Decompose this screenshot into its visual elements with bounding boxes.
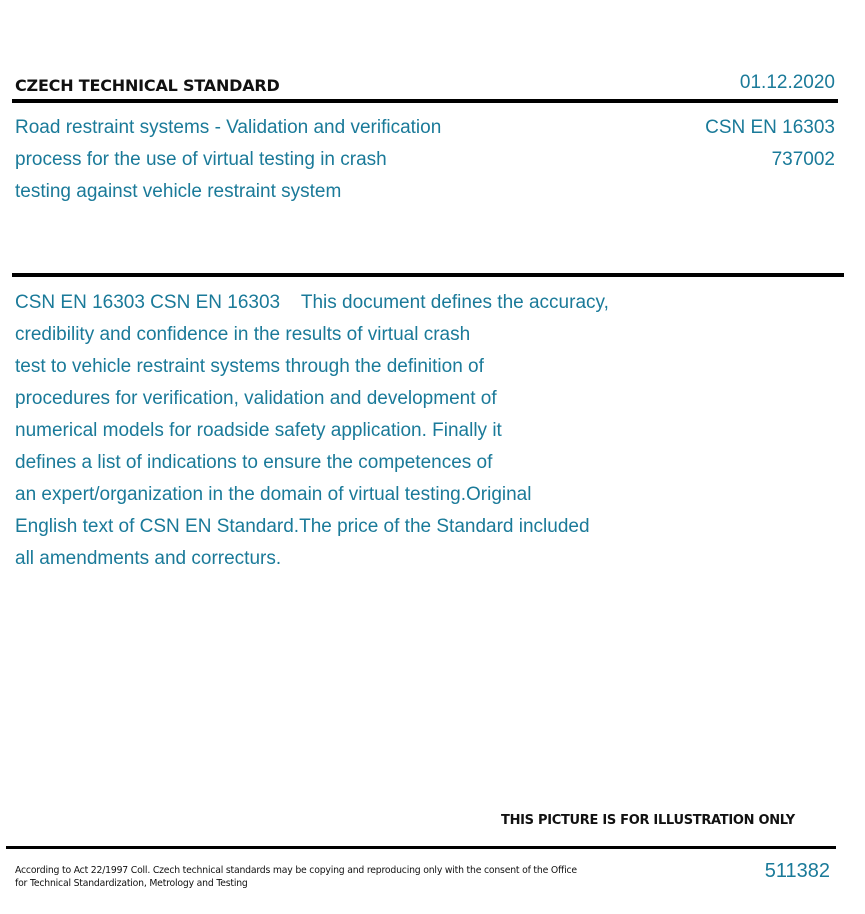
standard-code: CSN EN 16303 — [705, 117, 835, 138]
description-line: credibility and confidence in the results of virtual crash — [15, 324, 471, 345]
description — [15, 287, 715, 575]
description-line: procedures for verification, validation and development of — [15, 388, 497, 409]
publication-date: 01.12.2020 — [739, 72, 835, 93]
description-line: English text of CSN EN Standard.The price of the Standard included — [15, 516, 590, 537]
header-divider — [12, 99, 838, 103]
title-divider — [12, 273, 844, 277]
description-line: an expert/organization in the domain of virtual testing.Original — [15, 484, 532, 505]
title-line-2: process for the use of virtual testing in crash — [15, 149, 387, 170]
classification-code: 737002 — [771, 149, 835, 170]
legal-notice-line-2: for Technical Standardization, Metrology and Testing — [15, 878, 248, 889]
description-line: defines a list of indications to ensure the competences of — [15, 452, 493, 473]
description-line: numerical models for roadside safety application. Finally it — [15, 420, 502, 441]
title-line-3: testing against vehicle restraint system — [15, 181, 342, 202]
illustration-notice: THIS PICTURE IS FOR ILLUSTRATION ONLY — [501, 813, 795, 828]
document-type-label: CZECH TECHNICAL STANDARD — [15, 76, 280, 95]
legal-notice-line-1: According to Act 22/1997 Coll. Czech technical standards may be copying and reproducing only with the consent of the Office — [15, 865, 577, 876]
catalog-number: 511382 — [764, 860, 830, 882]
title-line-1: Road restraint systems - Validation and verification — [15, 117, 442, 138]
description-line: test to vehicle restraint systems through the definition of — [15, 356, 484, 377]
footer-divider — [6, 846, 836, 849]
description-line: CSN EN 16303 CSN EN 16303 This document defines the accuracy, — [15, 292, 609, 313]
legal-notice — [15, 864, 577, 890]
description-line: all amendments and correcturs. — [15, 548, 282, 569]
